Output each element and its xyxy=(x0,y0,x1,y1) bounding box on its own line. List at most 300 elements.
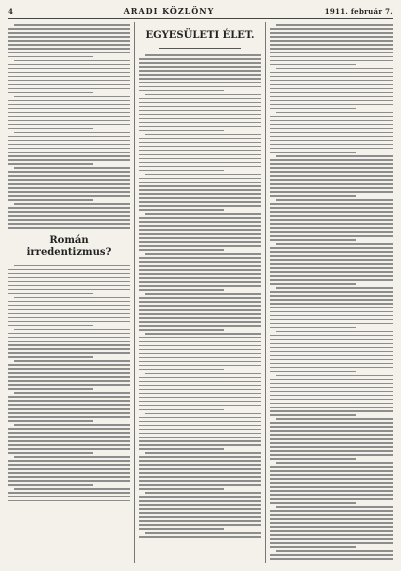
text-line xyxy=(8,179,130,181)
text-line xyxy=(139,70,261,72)
text-line xyxy=(139,82,261,84)
text-line xyxy=(8,40,130,42)
text-line xyxy=(8,408,130,410)
text-line xyxy=(139,345,261,347)
text-line xyxy=(8,171,130,173)
text-line xyxy=(139,237,261,239)
text-line xyxy=(270,303,393,305)
text-line xyxy=(139,74,261,76)
text-line xyxy=(8,364,130,366)
text-line xyxy=(14,132,130,134)
text-line xyxy=(139,421,261,423)
text-line xyxy=(270,323,393,325)
text-line xyxy=(270,152,356,154)
text-line xyxy=(14,360,130,362)
text-line xyxy=(139,185,261,187)
text-line xyxy=(270,454,393,456)
text-line xyxy=(8,175,130,177)
text-line xyxy=(270,387,393,389)
text-line xyxy=(145,373,261,375)
text-line xyxy=(139,440,261,442)
text-line xyxy=(139,500,261,502)
text-line xyxy=(139,389,261,391)
text-line xyxy=(270,215,393,217)
text-line xyxy=(139,397,261,399)
text-line xyxy=(270,227,393,229)
text-line xyxy=(139,273,261,275)
header-rule xyxy=(8,18,393,19)
text-line xyxy=(270,403,393,405)
text-line xyxy=(270,295,393,297)
text-line xyxy=(270,235,393,237)
text-line xyxy=(270,144,393,146)
text-line xyxy=(139,166,261,168)
text-line xyxy=(270,335,393,337)
section-heading xyxy=(139,30,261,42)
text-line xyxy=(8,187,130,189)
text-line xyxy=(139,528,224,530)
text-line xyxy=(139,114,261,116)
text-line xyxy=(270,263,393,265)
text-line xyxy=(139,126,261,128)
text-line xyxy=(145,253,261,255)
text-line xyxy=(270,239,356,241)
text-line xyxy=(270,426,393,428)
text-line xyxy=(145,134,261,136)
text-line xyxy=(270,430,393,432)
text-line xyxy=(8,207,130,209)
text-line xyxy=(270,470,393,472)
text-line xyxy=(8,472,130,474)
text-line xyxy=(139,122,261,124)
text-line xyxy=(8,333,130,335)
text-line xyxy=(270,554,393,556)
text-line xyxy=(270,223,393,225)
text-line xyxy=(139,512,261,514)
text-line xyxy=(139,409,224,411)
text-line xyxy=(270,92,393,94)
text-line xyxy=(270,494,393,496)
text-line xyxy=(8,273,130,275)
text-line xyxy=(139,249,224,251)
text-line xyxy=(270,195,356,197)
text-line xyxy=(8,396,130,398)
text-line xyxy=(8,432,130,434)
text-line xyxy=(139,257,261,259)
text-line xyxy=(145,174,261,176)
text-line xyxy=(8,305,130,307)
text-line xyxy=(139,353,261,355)
text-line xyxy=(270,355,393,357)
text-line xyxy=(270,343,393,345)
text-line xyxy=(270,347,393,349)
text-line xyxy=(270,510,393,512)
text-line xyxy=(139,341,261,343)
text-line xyxy=(139,62,261,64)
text-line xyxy=(139,205,261,207)
text-line xyxy=(270,458,356,460)
text-line xyxy=(8,384,130,386)
text-line xyxy=(8,412,130,414)
text-line xyxy=(8,136,130,138)
text-line xyxy=(139,162,261,164)
text-line xyxy=(8,348,130,350)
text-line xyxy=(270,407,393,409)
text-line xyxy=(8,313,130,315)
text-line xyxy=(276,199,393,201)
text-block xyxy=(270,24,393,560)
text-line xyxy=(139,468,261,470)
text-line xyxy=(8,404,130,406)
text-line xyxy=(139,385,261,387)
text-line xyxy=(270,88,393,90)
text-line xyxy=(145,293,261,295)
text-line xyxy=(276,550,393,552)
text-line xyxy=(139,377,261,379)
text-line xyxy=(270,167,393,169)
text-line xyxy=(8,496,130,498)
text-line xyxy=(270,52,393,54)
text-line xyxy=(270,478,393,480)
text-line xyxy=(139,245,261,247)
text-line xyxy=(8,341,130,343)
text-line xyxy=(270,307,393,309)
text-line xyxy=(139,170,224,172)
text-line xyxy=(270,116,393,118)
text-line xyxy=(270,363,393,365)
text-line xyxy=(270,351,393,353)
text-line xyxy=(139,98,261,100)
text-line xyxy=(14,96,130,98)
text-line xyxy=(270,546,356,548)
text-line xyxy=(8,215,130,217)
text-line xyxy=(276,112,393,114)
text-line xyxy=(270,327,356,329)
text-line xyxy=(276,462,393,464)
text-line xyxy=(270,231,393,233)
heading-title: Román irredentizmus? xyxy=(26,234,112,258)
text-line xyxy=(139,417,261,419)
text-line xyxy=(270,163,393,165)
text-line xyxy=(139,289,224,291)
text-line xyxy=(8,191,130,193)
text-line xyxy=(8,444,130,446)
text-line xyxy=(8,492,130,494)
text-line xyxy=(270,140,393,142)
text-line xyxy=(270,446,393,448)
text-line xyxy=(8,148,130,150)
text-line xyxy=(276,418,393,420)
text-line xyxy=(139,309,261,311)
text-line xyxy=(270,466,393,468)
text-line xyxy=(270,522,393,524)
text-line xyxy=(270,259,393,261)
text-line xyxy=(8,356,93,358)
text-line xyxy=(8,317,130,319)
text-line xyxy=(139,369,224,371)
text-line xyxy=(8,388,93,390)
text-line xyxy=(8,484,93,486)
text-line xyxy=(139,221,261,223)
text-line xyxy=(139,233,261,235)
text-line xyxy=(270,84,393,86)
text-line xyxy=(276,287,393,289)
issue-date: 1911. február 7. xyxy=(324,6,393,16)
text-line xyxy=(139,516,261,518)
text-line xyxy=(139,381,261,383)
text-line xyxy=(139,217,261,219)
text-line xyxy=(8,325,93,327)
text-line xyxy=(270,175,393,177)
text-line xyxy=(276,68,393,70)
text-line xyxy=(139,201,261,203)
text-line xyxy=(139,86,261,88)
text-line xyxy=(270,442,393,444)
text-line xyxy=(270,422,393,424)
text-line xyxy=(270,450,393,452)
text-line xyxy=(145,532,261,534)
text-line xyxy=(270,383,393,385)
text-line xyxy=(139,321,261,323)
text-line xyxy=(139,102,261,104)
text-line xyxy=(139,524,261,526)
text-line xyxy=(14,24,130,26)
text-line xyxy=(270,72,393,74)
text-line xyxy=(8,80,130,82)
text-line xyxy=(139,78,261,80)
text-line xyxy=(139,329,224,331)
text-line xyxy=(276,506,393,508)
text-line xyxy=(270,275,393,277)
text-line xyxy=(139,472,261,474)
text-line xyxy=(270,379,393,381)
text-line xyxy=(139,297,261,299)
text-line xyxy=(8,285,130,287)
text-line xyxy=(139,130,224,132)
text-line xyxy=(8,293,93,295)
text-line xyxy=(139,393,261,395)
text-line xyxy=(139,261,261,263)
text-block xyxy=(8,265,130,502)
text-block xyxy=(139,54,261,538)
divider xyxy=(159,48,241,49)
text-line xyxy=(8,36,130,38)
text-line xyxy=(276,375,393,377)
text-line xyxy=(139,361,261,363)
text-line xyxy=(139,281,261,283)
text-line xyxy=(270,32,393,34)
column-divider xyxy=(134,22,135,563)
text-line xyxy=(139,325,261,327)
text-line xyxy=(139,405,261,407)
text-line xyxy=(270,299,393,301)
text-line xyxy=(8,301,130,303)
text-line xyxy=(8,289,130,291)
text-line xyxy=(8,321,130,323)
text-line xyxy=(270,558,393,560)
text-line xyxy=(14,488,130,490)
text-line xyxy=(270,490,393,492)
text-line xyxy=(8,281,130,283)
text-line xyxy=(270,474,393,476)
text-line xyxy=(270,124,393,126)
text-line xyxy=(139,456,261,458)
text-line xyxy=(8,269,130,271)
text-line xyxy=(8,436,130,438)
text-line xyxy=(8,120,130,122)
text-line xyxy=(139,142,261,144)
text-line xyxy=(14,329,130,331)
text-block xyxy=(8,24,130,229)
text-line xyxy=(270,203,393,205)
page-header xyxy=(8,4,393,18)
text-line xyxy=(270,136,393,138)
text-line xyxy=(8,277,130,279)
text-line xyxy=(8,32,130,34)
text-line xyxy=(270,251,393,253)
text-line xyxy=(270,410,393,412)
text-line xyxy=(8,195,130,197)
column-divider xyxy=(265,22,266,563)
text-line xyxy=(276,331,393,333)
text-line xyxy=(276,24,393,26)
text-line xyxy=(139,433,261,435)
text-line xyxy=(139,496,261,498)
text-line xyxy=(8,464,130,466)
text-line xyxy=(270,36,393,38)
text-line xyxy=(270,40,393,42)
article-heading xyxy=(8,235,130,259)
text-line xyxy=(8,337,130,339)
text-line xyxy=(8,88,130,90)
text-line xyxy=(270,179,393,181)
text-line xyxy=(8,428,130,430)
text-line xyxy=(139,508,261,510)
text-line xyxy=(270,171,393,173)
text-line xyxy=(139,317,261,319)
text-line xyxy=(8,76,130,78)
text-line xyxy=(8,28,130,30)
text-line xyxy=(8,227,130,229)
text-line xyxy=(139,189,261,191)
text-line xyxy=(139,476,261,478)
text-line xyxy=(8,72,130,74)
text-line xyxy=(14,392,130,394)
text-line xyxy=(139,197,261,199)
text-line xyxy=(8,376,130,378)
text-line xyxy=(270,159,393,161)
text-line xyxy=(139,401,261,403)
text-line xyxy=(8,112,130,114)
text-line xyxy=(270,399,393,401)
text-line xyxy=(139,357,261,359)
text-line xyxy=(8,448,130,450)
text-line xyxy=(139,158,261,160)
text-line xyxy=(270,56,393,58)
text-line xyxy=(270,434,393,436)
text-line xyxy=(270,80,393,82)
text-line xyxy=(270,414,356,416)
text-line xyxy=(14,203,130,205)
text-line xyxy=(8,152,130,154)
text-line xyxy=(139,106,261,108)
text-line xyxy=(270,76,393,78)
text-line xyxy=(270,542,393,544)
text-line xyxy=(8,476,130,478)
text-line xyxy=(8,372,130,374)
text-line xyxy=(139,429,261,431)
text-line xyxy=(139,444,261,446)
text-line xyxy=(276,155,393,157)
text-line xyxy=(270,526,393,528)
text-line xyxy=(139,138,261,140)
text-line xyxy=(270,207,393,209)
text-line xyxy=(270,534,393,536)
text-line xyxy=(14,456,130,458)
text-line xyxy=(8,420,93,422)
text-line xyxy=(139,150,261,152)
text-line xyxy=(270,482,393,484)
text-line xyxy=(139,305,261,307)
text-line xyxy=(270,247,393,249)
text-line xyxy=(8,128,93,130)
text-line xyxy=(139,313,261,315)
text-line xyxy=(270,498,393,500)
text-line xyxy=(139,301,261,303)
text-line xyxy=(8,368,130,370)
text-line xyxy=(139,265,261,267)
text-line xyxy=(139,193,261,195)
text-line xyxy=(270,395,393,397)
text-line xyxy=(139,58,261,60)
text-line xyxy=(8,100,130,102)
text-line xyxy=(139,536,261,538)
text-line xyxy=(14,424,130,426)
text-line xyxy=(139,178,261,180)
text-line xyxy=(270,187,393,189)
text-line xyxy=(270,60,393,62)
text-line xyxy=(139,110,261,112)
text-line xyxy=(270,291,393,293)
text-line xyxy=(145,413,261,415)
text-line xyxy=(270,255,393,257)
text-line xyxy=(139,365,261,367)
text-line xyxy=(8,400,130,402)
text-line xyxy=(270,311,393,313)
text-line xyxy=(270,283,356,285)
text-line xyxy=(270,104,393,106)
column-1 xyxy=(8,24,130,565)
text-line xyxy=(270,502,356,504)
text-line xyxy=(270,44,393,46)
text-line xyxy=(139,241,261,243)
text-line xyxy=(270,108,356,110)
text-line xyxy=(270,538,393,540)
text-line xyxy=(8,183,130,185)
text-line xyxy=(8,380,130,382)
text-line xyxy=(270,267,393,269)
text-line xyxy=(8,480,130,482)
text-line xyxy=(270,128,393,130)
text-line xyxy=(270,438,393,440)
text-line xyxy=(270,530,393,532)
text-line xyxy=(8,116,130,118)
text-line xyxy=(145,213,261,215)
text-line xyxy=(8,223,130,225)
text-line xyxy=(270,514,393,516)
text-line xyxy=(139,229,261,231)
text-line xyxy=(270,486,393,488)
